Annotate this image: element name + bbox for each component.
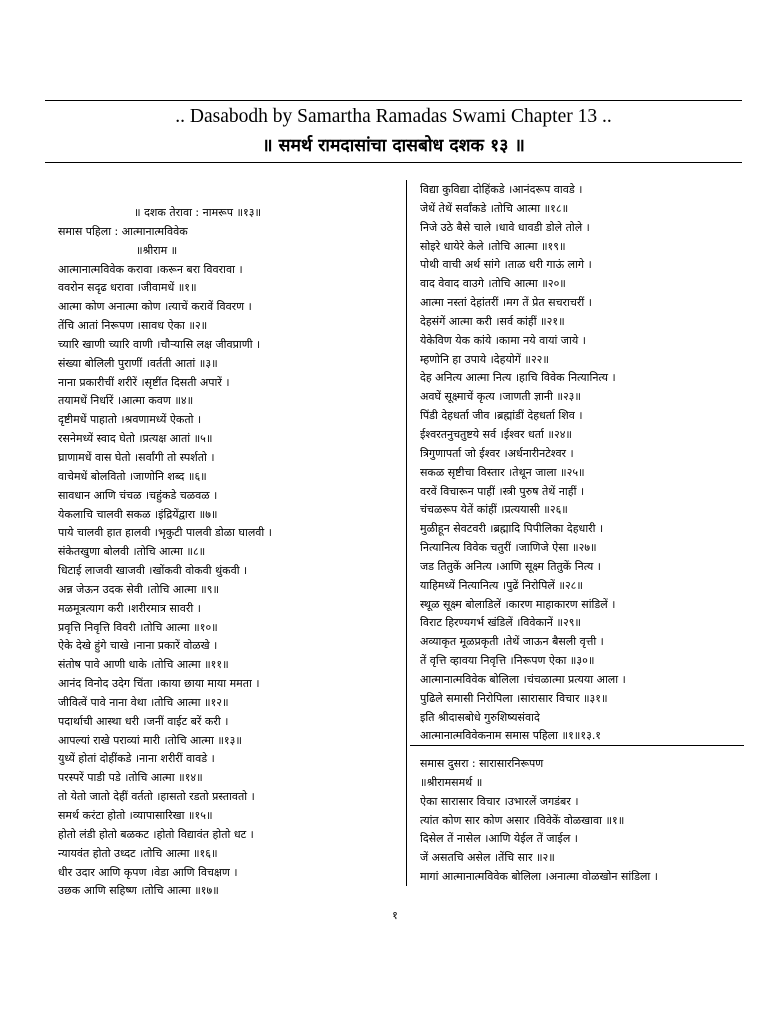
verse-line: युध्यें होतां दोहींकडे ।नाना शरीरीं वावडे ।: [58, 752, 215, 766]
right-text-column-section-2: [420, 755, 760, 887]
verse-line: निजे उठे बैसे चाले ।धावे धावडी डोले तोले ।: [420, 220, 590, 234]
verse-line: संख्या बोलिली पुराणीं ।वर्तती आतां ॥३॥: [58, 356, 218, 370]
verse-line: ऐके देखे हुंगे चाखे ।नाना प्रकारें वोळखे ।: [58, 639, 218, 653]
verse-line: म्हणोनि हा उपाये ।देहयोगें ॥२२॥: [420, 352, 549, 366]
verse-line: उछक आणि सहिष्ण ।तोचि आत्मा ॥१७॥: [58, 884, 219, 898]
verse-line: ऐका सारासार विचार ।उभारलें जगडंबर ।: [420, 794, 579, 808]
verse-line: जीवित्वें पावे नाना वेथा ।तोचि आत्मा ॥१२॥: [58, 695, 229, 709]
verse-line: आनंद विनोद उदेग चिंता ।काया छाया माया ममता ।: [58, 677, 260, 691]
verse-line: तयामधें निर्धारें ।आत्मा कवण ॥४॥: [58, 394, 194, 408]
verse-line: पाये चालवी हात हालवी ।भृकुटी पालवी डोळा घालवी ।: [58, 526, 272, 540]
left-text-column: [58, 204, 398, 901]
verse-line: वाचेमधें बोलवितो ।जाणोनि शब्द ॥६॥: [58, 469, 207, 483]
invocation-line: ॥श्रीराम ॥: [136, 243, 178, 257]
verse-line: स्थूळ सूक्ष्म बोलाडिलें ।कारण माहाकारण सांडिलें ।: [420, 597, 616, 611]
column-divider: [406, 180, 407, 886]
verse-line: पोथी वाची अर्थ सांगे ।ताळ धरी गाऊं लागे ।: [420, 258, 592, 272]
verse-line: आत्मानात्मविवेक बोलिला ।चंचळात्मा प्रत्यया आला ।: [420, 672, 626, 686]
verse-line: ववरोन सदृढ धरावा ।जीवामधें ॥१॥: [58, 281, 197, 295]
colophon-line: आत्मानात्मविवेकनाम समास पहिला ॥१॥१३.१: [420, 729, 602, 743]
verse-line: विद्या कुविद्या दोहिंकडे ।आनंदरूप वावडे ।: [420, 183, 583, 196]
invocation-line: ॥श्रीरामसमर्थ ॥: [420, 775, 483, 789]
verse-line: पिंडी देहधर्ता जीव ।ब्रह्मांडीं देहधर्ता शिव ।: [420, 409, 583, 423]
verse-line: सकळ सृष्टीचा विस्तार ।तेथून जाला ॥२५॥: [420, 465, 585, 479]
verse-line: येकेविण येक कांये ।कामा नये वायां जाये ।: [420, 333, 586, 347]
verse-line: आपल्यां राखे पराव्यां मारी ।तोचि आत्मा ॥१३॥: [58, 733, 242, 747]
verse-line: दृष्टीमधें पाहातो ।श्रवणामध्यें ऐकतो ।: [58, 413, 202, 427]
verse-line: पुढिले समासी निरोपिला ।सारासार विचार ॥३१॥: [420, 691, 608, 705]
verse-line: धिटाई लाजवी खाजवी ।खोंकवी वोकवी थुंकवी ।: [58, 564, 248, 578]
verse-line: चंचळरूप येतें कांहीं ।प्रत्ययासी ॥२६॥: [420, 503, 568, 517]
page-title-english: .. Dasabodh by Samartha Ramadas Swami Chapter 13 ..: [175, 106, 612, 127]
verse-line: त्यांत कोण सार कोण असार ।विवेकें वोळखावा ॥१॥: [420, 813, 625, 827]
verse-line: संकेतखुणा बोलवी ।तोचि आत्मा ॥८॥: [58, 545, 206, 559]
verse-line: देहसंगें आत्मा करी ।सर्व कांहीं ॥२१॥: [420, 314, 565, 328]
verse-line: मळमूत्रत्याग करी ।शरीरमात्र सावरी ।: [58, 601, 201, 615]
verse-line: च्यारि खाणी च्यारि वाणी ।चौऱ्यासि लक्ष जीवप्राणी ।: [58, 337, 261, 351]
verse-line: वरवें विचारून पाहीं ।स्त्री पुरुष तेथें नाहीं ।: [420, 484, 585, 498]
colophon-line: इति श्रीदासबोधे गुरुशिष्यसंवादे: [420, 710, 540, 724]
verse-line: वाद वेवाद वाउगे ।तोचि आत्मा ॥२०॥: [420, 277, 566, 291]
verse-line: विराट हिरण्यगर्भ खंडिलें ।विवेकानें ॥२९॥: [420, 616, 582, 630]
section-heading: समास दुसरा : सारासारनिरूपण: [420, 757, 544, 770]
verse-line: संतोष पावे आणी धाके ।तोचि आत्मा ॥११॥: [58, 658, 229, 672]
verse-line: तें वृत्ति व्हावया निवृत्ति ।निरूपण ऐका ॥३०॥: [420, 654, 595, 668]
verse-line: आत्मा नस्तां देहांतरीं ।मग तें प्रेत सचराचरीं ।: [420, 296, 592, 310]
verse-line: घ्राणामधें वास घेतो ।सर्वांगी तो स्पर्शतो ।: [58, 450, 215, 464]
page-title-marathi: ॥ समर्थ रामदासांचा दासबोध दशक १३ ॥: [262, 136, 525, 156]
page-number: १: [392, 909, 398, 922]
verse-line: ईश्वरतनुचतुष्टये सर्व ।ईश्वर धर्ता ॥२४॥: [420, 427, 573, 441]
header-rule: [45, 162, 742, 163]
verse-line: दिसेल तें नासेल ।आणि येईल तें जाईल ।: [420, 832, 578, 846]
verse-line: अव्याकृत मूळप्रकृती ।तेथें जाऊन बैसली वृत्ती ।: [420, 635, 604, 649]
verse-line: अवघें सूक्ष्माचें कृत्य ।जाणती ज्ञानी ॥२३॥: [420, 390, 581, 404]
right-text-column: [420, 181, 750, 746]
verse-line: न्यायवंत होतो उध्दट ।तोचि आत्मा ॥१६॥: [58, 846, 218, 860]
verse-line: समर्थ करंटा होतो ।व्यापासारिखा ॥१५॥: [58, 809, 213, 822]
verse-line: जड तितुकें अनित्य ।आणि सूक्ष्म तितुकें नित्य ।: [420, 559, 601, 573]
verse-line: आत्मा कोण अनात्मा कोण ।त्याचें करावें विवरण ।: [58, 300, 252, 314]
verse-line: परस्परें पाडी पडे ।तोचि आत्मा ॥१४॥: [58, 771, 203, 785]
verse-line: प्रवृत्ति निवृत्ति विवरी ।तोचि आत्मा ॥१०॥: [58, 620, 218, 634]
verse-line: तेंचि आतां निरूपण ।सावध ऐका ॥२॥: [58, 319, 208, 333]
verse-line: सावधान आणि चंचळ ।चहुंकडे चळवळ ।: [58, 488, 218, 502]
verse-line: मागां आत्मानात्मविवेक बोलिला ।अनात्मा वोळखोन सांडिला ।: [420, 870, 658, 884]
verse-line: मुळीहून सेवटवरी ।ब्रह्मादि पिपीलिका देहधारी ।: [420, 522, 604, 536]
verse-line: तो येतो जातो देहीं वर्ततो ।हासतो रडतो प्रस्तावतो ।: [58, 790, 255, 804]
top-rule: [45, 100, 742, 101]
verse-line: आत्मानात्मविवेक करावा ।करून बरा विवरावा ।: [58, 262, 243, 276]
verse-line: धीर उदार आणि कृपण ।वेडा आणि विचक्षण ।: [58, 865, 238, 879]
section-divider: [410, 745, 744, 746]
verse-line: पदार्थाची आस्था धरी ।जनीं वाईट बरें करी ।: [58, 714, 229, 728]
verse-line: याहिमध्यें नित्यानित्य ।पुढें निरोपिलें ॥२८॥: [420, 578, 583, 592]
verse-line: येकलाचि चालवी सकळ ।इंद्रियेंद्वारा ॥७॥: [58, 507, 218, 521]
section-heading: समास पहिला : आत्मानात्मविवेक: [58, 224, 188, 238]
chapter-heading: ॥ दशक तेरावा : नामरूप ॥१३॥: [134, 206, 262, 219]
verse-line: होतो लंडी होतो बळकट ।होतो विद्यावंत होतो धट ।: [58, 827, 254, 841]
verse-line: अन्न जेऊन उदक सेवी ।तोचि आत्मा ॥९॥: [58, 582, 220, 596]
verse-line: त्रिगुणापर्ता जो ईश्वर ।अर्धनारीनटेश्वर ।: [420, 446, 574, 460]
verse-line: नित्यानित्य विवेक चतुरीं ।जाणिजे ऐसा ॥२७॥: [420, 541, 597, 555]
verse-line: जेथें तेथें सर्वांकडे ।तोचि आत्मा ॥१८॥: [420, 201, 569, 215]
verse-line: देह अनित्य आत्मा नित्य ।हाचि विवेक नित्यानित्य ।: [420, 371, 616, 385]
verse-line: नाना प्रकारीचीं शरीरें ।सृष्टींत दिसती अपारें ।: [58, 375, 230, 389]
verse-line: जें असतचि असेल ।तेंचि सार ॥२॥: [420, 851, 555, 865]
verse-line: रसनेमध्यें स्वाद घेतो ।प्रत्यक्ष आतां ॥५॥: [58, 432, 213, 446]
verse-line: सोइरे धायेरे केले ।तोचि आत्मा ॥१९॥: [420, 239, 566, 253]
